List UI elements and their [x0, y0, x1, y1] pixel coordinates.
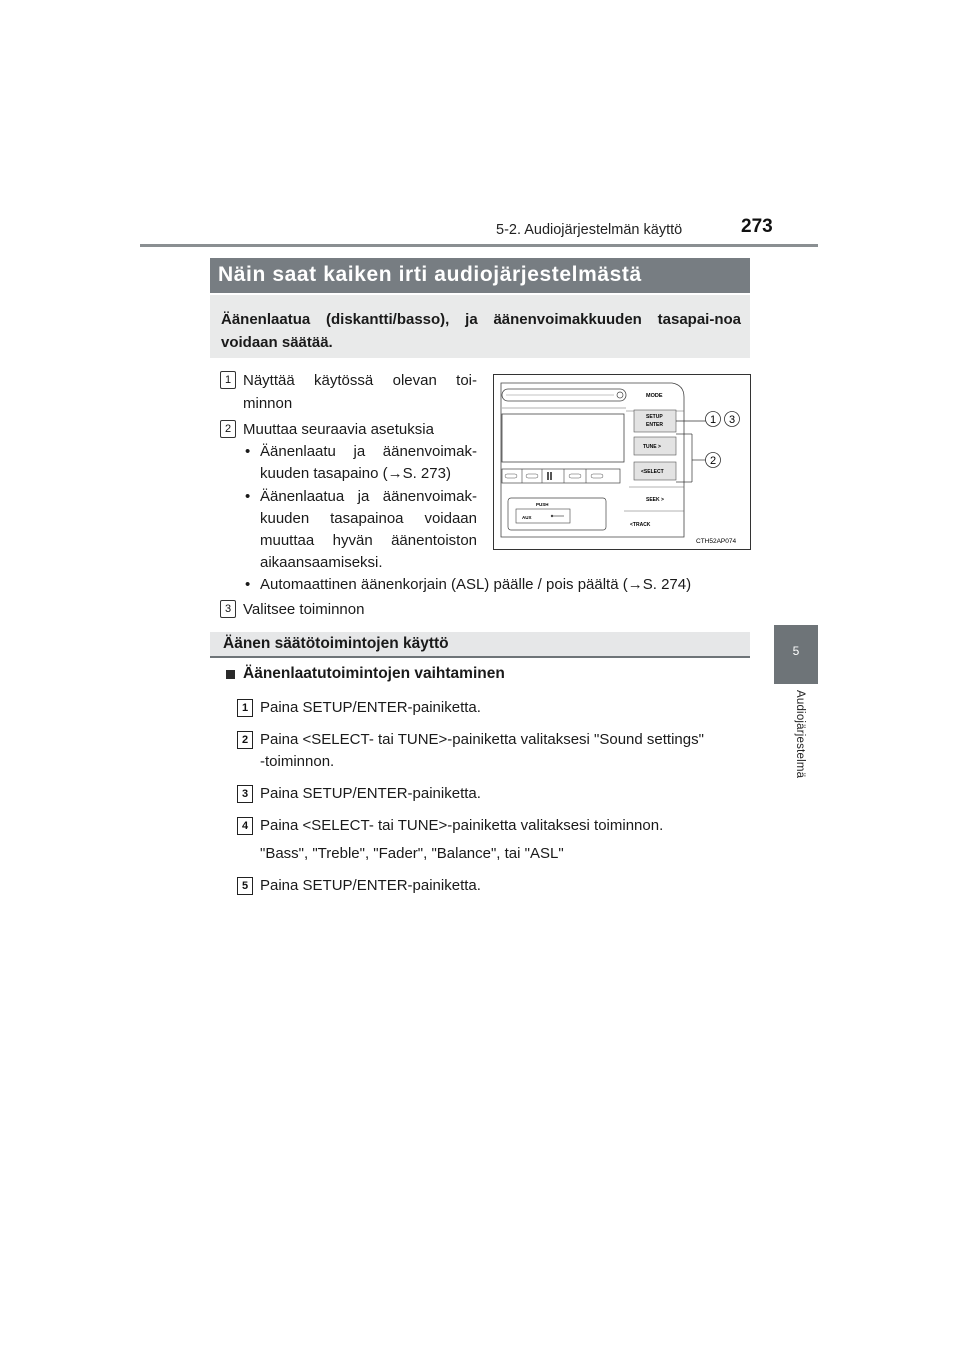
bullet-2-line-2: kuuden tasapainoa voidaan: [260, 510, 477, 527]
section-title: Äänen säätötoimintojen käyttö: [223, 635, 449, 652]
figure-callout-1: 1: [709, 414, 717, 426]
callout-1-line-2: minnon: [243, 395, 293, 412]
figure-code: CTH52AP074: [696, 538, 737, 545]
track-button-label: <TRACK: [630, 522, 651, 528]
subheading-bullet: [226, 670, 235, 679]
page-title: Näin saat kaiken irti audiojärjestelmästä: [218, 263, 642, 286]
step-5-text: Paina SETUP/ENTER-painiketta.: [260, 877, 481, 894]
bullet-1-line-1: Äänenlaatu ja äänenvoimak-: [260, 443, 477, 460]
bullet-dot: •: [245, 576, 251, 593]
callout-3-badge: 3: [220, 600, 236, 618]
step-3-badge: 3: [237, 785, 253, 803]
step-2-text-line-1: Paina <SELECT- tai TUNE>-painiketta valitaksesi "Sound settings": [260, 731, 704, 748]
bullet-2-line-3: muuttaa hyvän äänentoiston: [260, 532, 477, 549]
callout-1-badge: 1: [220, 371, 236, 389]
callout-2-text: Muuttaa seuraavia asetuksia: [243, 421, 434, 438]
bullet-2-line-1: Äänenlaatua ja äänenvoimak-: [260, 488, 477, 505]
step-4-badge: 4: [237, 817, 253, 835]
setup-button-label: SETUP: [646, 414, 663, 420]
bullet-1-line-2: kuuden tasapaino (→S. 273): [260, 465, 451, 482]
seek-button-label: SEEK >: [646, 497, 664, 503]
aux-label: AUX: [522, 515, 532, 520]
callout-2-badge: 2: [220, 420, 236, 438]
step-4-text-line-2: "Bass", "Treble", "Fader", "Balance", tai "ASL": [260, 845, 564, 862]
enter-button-label: ENTER: [646, 422, 663, 428]
bullet-3-line-1: Automaattinen äänenkorjain (ASL) päälle / pois päältä (→S. 274): [260, 576, 692, 593]
bullet-2-line-4: aikaansaamiseksi.: [260, 554, 383, 571]
step-2-badge: 2: [237, 731, 253, 749]
push-label: PUSH: [536, 502, 549, 507]
bullet-dot: •: [245, 488, 251, 505]
header-rule: [140, 244, 818, 247]
intro-text: Äänenlaatua (diskantti/basso), ja äänenvoimakkuuden tasapai-noa voidaan säätää.: [221, 311, 741, 351]
running-header-section: 5-2. Audiojärjestelmän käyttö: [496, 222, 683, 238]
step-5-badge: 5: [237, 877, 253, 895]
step-1-text: Paina SETUP/ENTER-painiketta.: [260, 699, 481, 716]
step-1-badge: 1: [237, 699, 253, 717]
audio-unit-figure: [493, 374, 751, 550]
step-4-text-line-1: Paina <SELECT- tai TUNE>-painiketta valitaksesi toiminnon.: [260, 817, 664, 834]
figure-callout-3: 3: [728, 414, 736, 426]
callout-1-line-1: Näyttää käytössä olevan toi-: [243, 372, 477, 389]
page-number: 273: [741, 216, 773, 237]
tune-button-label: TUNE >: [643, 444, 661, 450]
chapter-tab-number: 5: [792, 644, 800, 658]
bullet-dot: •: [245, 443, 251, 460]
step-3-text: Paina SETUP/ENTER-painiketta.: [260, 785, 481, 802]
audio-unit-drawing: [494, 375, 750, 549]
select-button-label: <SELECT: [641, 469, 664, 475]
figure-callout-2: 2: [709, 455, 717, 467]
mode-button-label: MODE: [646, 393, 663, 399]
subheading: Äänenlaatutoimintojen vaihtaminen: [243, 665, 505, 682]
step-2-text-line-2: -toiminnon.: [260, 753, 335, 770]
chapter-tab-label: Audiojärjestelmä: [794, 690, 806, 779]
callout-3-text: Valitsee toiminnon: [243, 601, 365, 618]
